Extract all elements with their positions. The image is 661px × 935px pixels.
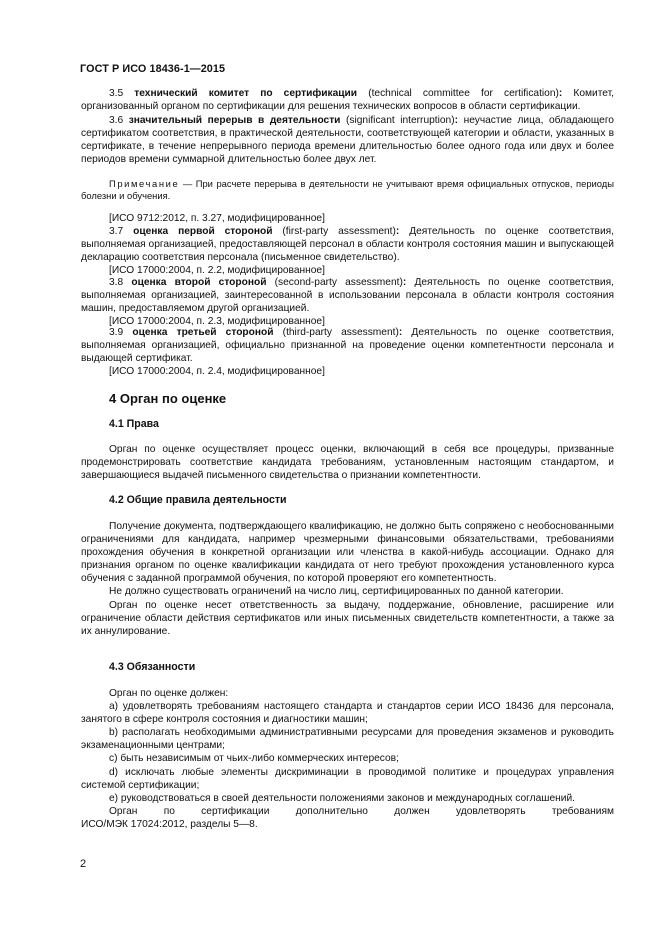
list-intro: Орган по оценке должен: [109, 688, 229, 699]
term-english: (first-party assessment) [282, 226, 396, 237]
section-4-3-body [81, 687, 614, 831]
note-label: Примечание [109, 178, 180, 189]
term-3-7 [81, 225, 614, 277]
term-3-8 [81, 276, 614, 328]
final-paragraph-line1: Орган по сертификации дополнительно должен удовлетворять требованиям [109, 805, 614, 817]
list-item-c: c) быть независимым от чьих-либо коммерческих интересов; [109, 753, 399, 765]
paragraph: Не должно существовать ограничений на число лиц, сертифицированных по данной категории. [109, 586, 564, 598]
term-colon: : [395, 226, 400, 237]
section-4-1-title: 4.1 Права [109, 418, 159, 430]
term-colon: : [402, 277, 407, 288]
term-colon: : [398, 327, 403, 338]
term-3-5 [81, 87, 614, 113]
term-title: оценка первой стороной [133, 226, 273, 237]
paragraph: Орган по оценке несет ответственность за выдачу, поддержание, обновление, расширение или ограничение области действия сертификатов или иных письменных свидетельств компетентности, а также за их аннулирование. [81, 599, 614, 637]
list-item-a: a) удовлетворять требованиям настоящего стандарта и стандартов серии ИСО 18436 для персонала, занятого в сфере контроля состояния и диагностики машин; [81, 701, 614, 726]
term-definition: Комитет, организованный органом по сертификации для решения технических вопросов в области сертификации. [81, 88, 614, 113]
term-english: (third-party assessment) [282, 327, 399, 338]
term-definition: Деятельность по оценке соответствия, выполняемая организацией, официально признанной на проведение оценки компетентности персонала и выдающей сертификат. [81, 327, 614, 365]
term-english: (second-party assessment) [274, 277, 403, 288]
section-4-3-title: 4.3 Обязанности [109, 661, 196, 673]
term-3-9 [81, 326, 614, 378]
term-number: 3.6 [109, 115, 124, 126]
source-3-7: [ИСО 17000:2004, п. 2.2, модифицированное] [109, 265, 325, 277]
section-4-1-body: Орган по оценке осуществляет процесс оценки, включающий в себя все процедуры, призванные продемонстрировать соответствие кандидата требованиям, установленным настоящим стандартом, и завершающиеся выдачей письменного свидетельства о признании компетентности. [81, 444, 614, 482]
term-title: оценка второй стороной [131, 277, 267, 288]
term-number: 3.8 [109, 277, 124, 288]
source-3-6: [ИСО 9712:2012, п. 3.27, модифицированное] [109, 213, 325, 224]
term-number: 3.7 [109, 226, 124, 237]
section-4-2-body [81, 520, 614, 638]
document-header: ГОСТ Р ИСО 18436-1—2015 [80, 63, 226, 75]
source-3-8: [ИСО 17000:2004, п. 2.3, модифицированное] [109, 316, 325, 328]
note-text: — При расчете перерыва в деятельности не учитывают время официальных отпусков, периоды болезни и обучения. [81, 178, 614, 202]
section-4-2-title: 4.2 Общие правила деятельности [109, 494, 287, 506]
final-paragraph-line2: ИСО/МЭК 17024:2012, разделы 5—8. [81, 818, 258, 830]
term-english: (technical committee for certification) [368, 88, 559, 99]
term-number: 3.9 [109, 327, 124, 338]
section-4-title: 4 Орган по оценке [109, 391, 227, 406]
term-3-6 [81, 114, 614, 166]
term-number: 3.5 [109, 88, 124, 99]
term-definition: Деятельность по оценке соответствия, выполняемая организацией, заинтересованной в использовании персонала в области контроля состояния машин, предоставляемом другой организацией. [81, 277, 614, 315]
source-3-9: [ИСО 17000:2004, п. 2.4, модифицированное] [109, 366, 325, 378]
list-item-b: b) располагать необходимыми административными ресурсами для проведения экзаменов и руководить экзаменационными центрами; [81, 727, 614, 752]
term-title: значительный перерыв в деятельности [128, 115, 341, 126]
term-colon: : [454, 115, 459, 126]
term-colon: : [558, 88, 563, 99]
term-english: (significant interruption) [346, 115, 455, 126]
list-item-d: d) исключать любые элементы дискриминации в проводимой политике и процедурах управления системой сертификации; [81, 766, 614, 791]
term-definition: Деятельность по оценке соответствия, выполняемая организацией, предоставляющей персонал в области контроля состояния машин и выпускающей декларацию соответствия персонала (письменное свидетельство). [81, 226, 615, 264]
list-item-e: e) руководствоваться в своей деятельности положениями законов и международных соглашений. [109, 792, 575, 804]
term-title: оценка третьей стороной [132, 327, 274, 338]
page-number: 2 [80, 858, 87, 870]
paragraph: Получение документа, подтверждающего квалификацию, не должно быть сопряжено с необоснованными ограничениями для кандидата, например чрезмерными финансовыми обязательствами, требованиями прохождения обучения в конкретной организации или членства в какой-нибудь ассоциации. Однако для признания органом по оценке квалификации кандидата от него требуют прохождения установленного курса обучения с заданной программой обучения, по которой проверяют его компетентность. [81, 521, 614, 585]
note-3-6 [81, 178, 614, 202]
term-definition: неучастие лица, обладающего сертификатом соответствия, в практической деятельности, соответствующей категории и области, указанных в сертификате, в течение непрерывного периода времени длительностью более одного года или двух и более периодов времени суммарной длительностью более двух лет. [81, 115, 614, 166]
term-title: технический комитет по сертификации [134, 88, 358, 99]
